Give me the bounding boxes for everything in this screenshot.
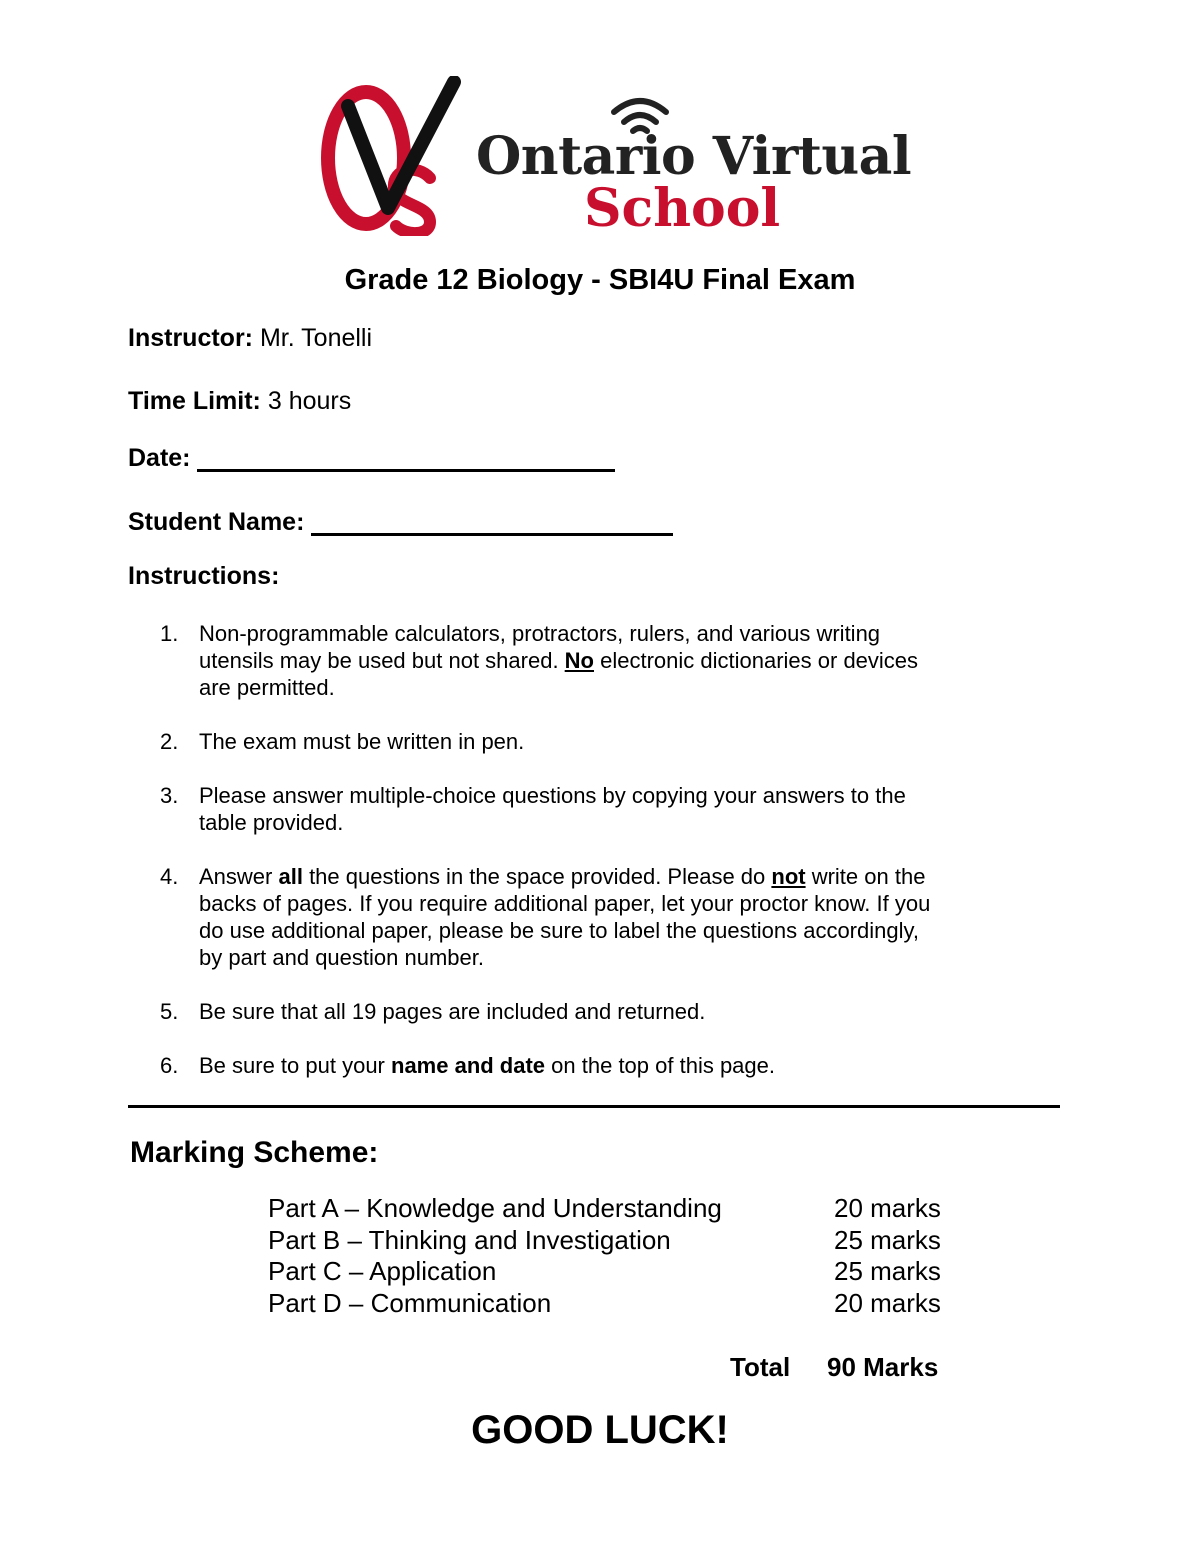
- marking-part: Part D – Communication: [268, 1287, 552, 1318]
- instruction-number: 5.: [160, 999, 179, 1024]
- emphasis-not: not: [771, 864, 806, 889]
- instruction-number: 2.: [160, 729, 179, 754]
- emphasis-name-date: name and date: [391, 1053, 546, 1078]
- student-name-label: Student Name:: [128, 508, 305, 536]
- instruction-number: 3.: [160, 783, 179, 808]
- marking-row: [268, 1288, 958, 1320]
- instruction-number: 1.: [160, 621, 179, 646]
- section-divider: [128, 1105, 1060, 1108]
- marking-part: Part A – Knowledge and Understanding: [268, 1193, 722, 1223]
- time-limit-field: [128, 387, 351, 416]
- good-luck-message: GOOD LUCK!: [471, 1408, 729, 1452]
- marking-marks: 25 marks: [834, 1256, 941, 1286]
- exam-title: Grade 12 Biology - SBI4U Final Exam: [344, 264, 856, 296]
- instructor-field: [128, 324, 372, 353]
- instructor-label: Instructor:: [128, 324, 253, 352]
- instruction-item: 6. Be sure to put your name and date on the top of this page.: [160, 1053, 775, 1078]
- total-marks: [730, 1352, 939, 1383]
- time-limit-value: 3 hours: [267, 387, 352, 415]
- marking-row: [268, 1193, 958, 1225]
- marking-scheme-heading: Marking Scheme:: [130, 1136, 379, 1169]
- instruction-number: 6.: [160, 1053, 179, 1078]
- instruction-item: 2. The exam must be written in pen.: [160, 729, 525, 754]
- marking-row: [268, 1225, 958, 1257]
- instructions-list: [160, 620, 940, 1106]
- instruction-item: 1. Non-programmable calculators, protractors, rulers, and various writing utensils may be used but not shared. No electronic dictionaries or devices are permitted.: [160, 621, 919, 700]
- total-value: 90 Marks: [827, 1352, 939, 1382]
- instruction-number: 4.: [160, 864, 179, 889]
- marking-scheme-table: [268, 1193, 958, 1319]
- date-blank-line[interactable]: [197, 443, 615, 472]
- time-limit-label: Time Limit:: [128, 387, 261, 415]
- ovs-monogram-icon: [318, 76, 478, 236]
- instruction-item: 5. Be sure that all 19 pages are included and returned.: [160, 999, 706, 1024]
- school-logo: [318, 76, 912, 239]
- logo-text-line2: School: [584, 178, 781, 239]
- marking-row: [268, 1256, 958, 1288]
- emphasis-no: No: [564, 648, 594, 673]
- date-field: [128, 443, 615, 473]
- instruction-item: 4. Answer all the questions in the space provided. Please do not write on the backs of pages. If you require additional paper, let your proctor know. If you do use additional paper, please be sure to label the questions accordingly, by part and question number.: [160, 864, 931, 970]
- instruction-item: 3. Please answer multiple-choice questions by copying your answers to the table provided.: [160, 783, 906, 835]
- marking-part: Part B – Thinking and Investigation: [268, 1224, 671, 1255]
- student-name-field: [128, 507, 673, 537]
- marking-marks: 20 marks: [834, 1193, 941, 1223]
- student-name-blank-line[interactable]: [311, 507, 673, 536]
- logo-text-line1: Ontario Virtual: [476, 126, 912, 187]
- date-label: Date:: [128, 444, 191, 472]
- instructor-value: Mr. Tonelli: [259, 324, 373, 352]
- marking-marks: 20 marks: [834, 1287, 941, 1318]
- emphasis-all: all: [278, 864, 303, 889]
- instructions-heading: Instructions:: [128, 562, 280, 590]
- total-label: Total: [730, 1352, 791, 1382]
- marking-part: Part C – Application: [268, 1256, 497, 1286]
- marking-marks: 25 marks: [834, 1224, 941, 1255]
